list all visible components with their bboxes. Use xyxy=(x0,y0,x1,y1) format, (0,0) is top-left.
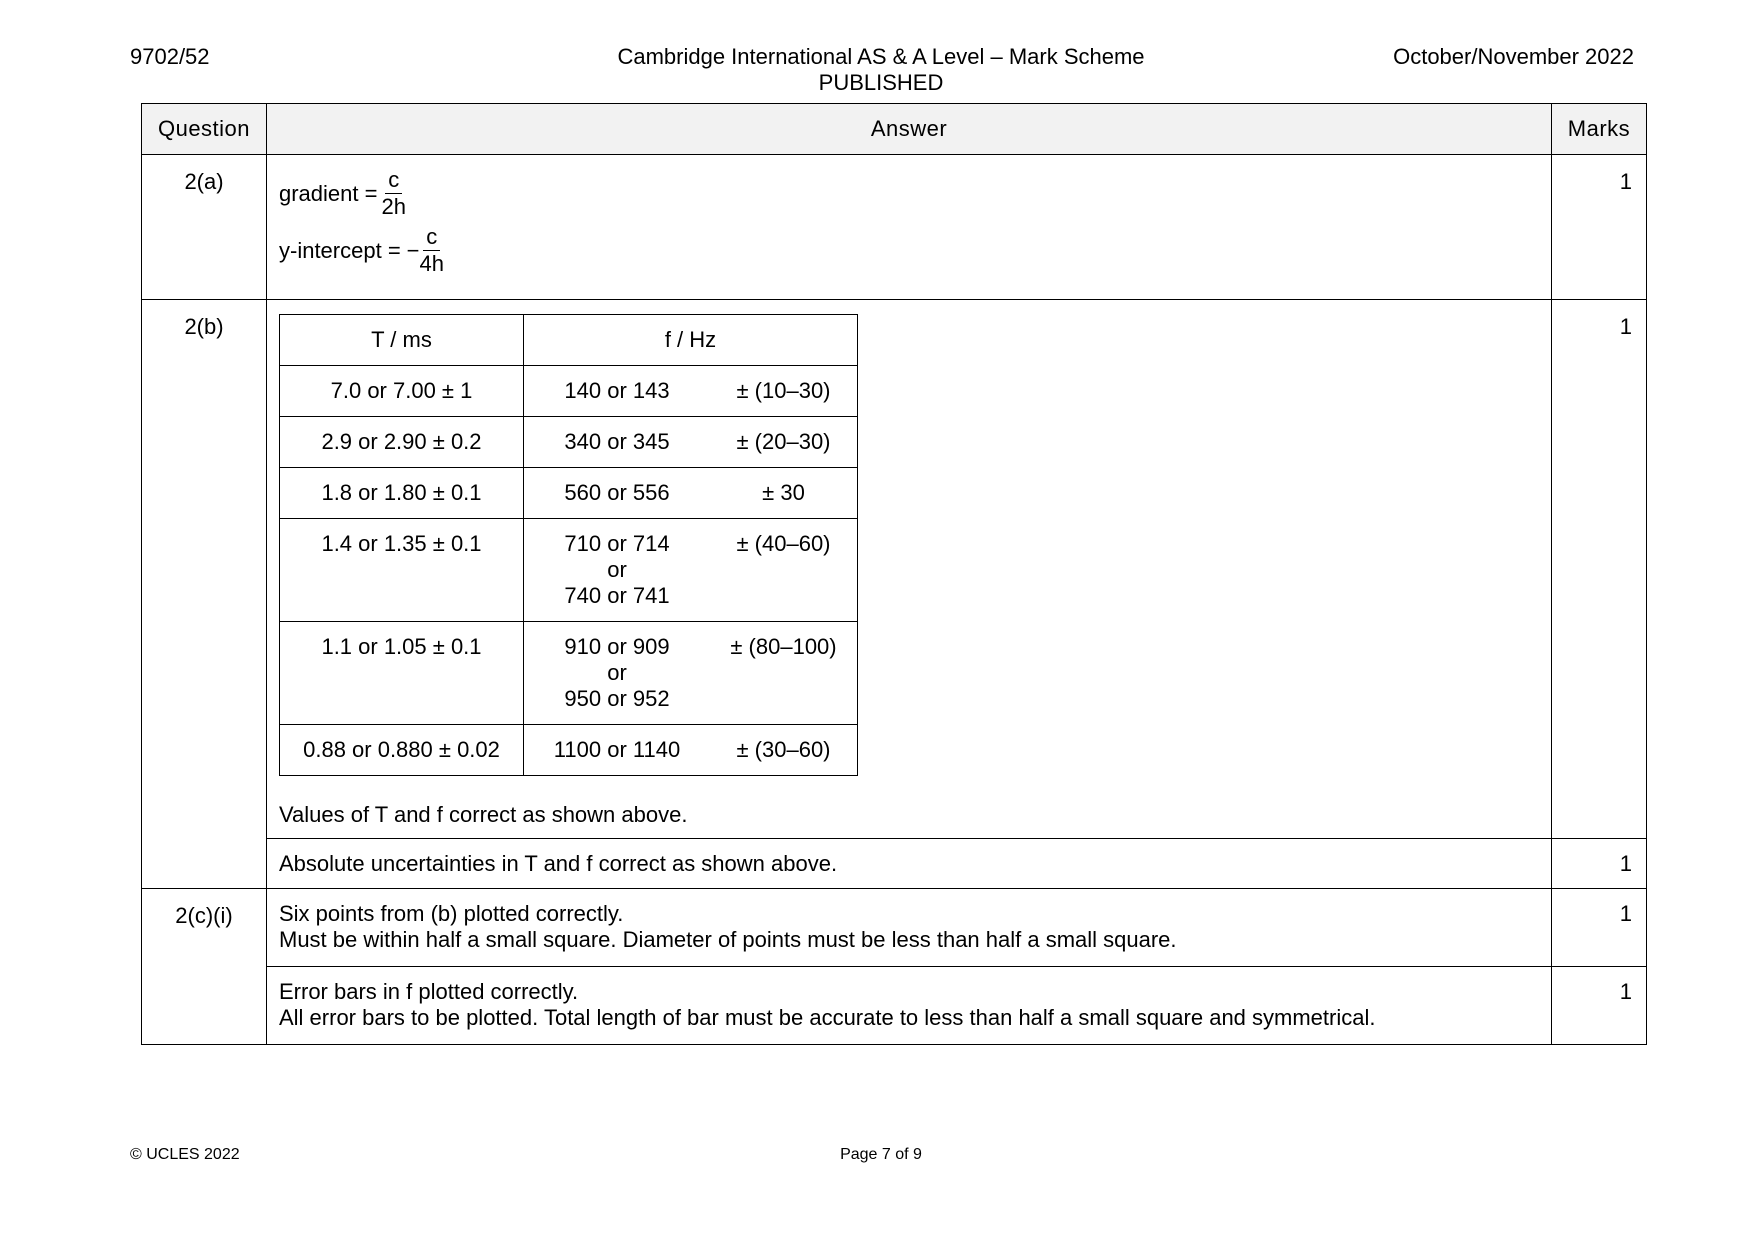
question-number: 2(a) xyxy=(142,155,267,300)
header-subtitle: PUBLISHED xyxy=(818,70,944,95)
f-uncertainty: ± (30–60) xyxy=(736,737,831,762)
f-option: 950 or 952 xyxy=(564,686,670,711)
exam-session: October/November 2022 xyxy=(1393,44,1634,69)
fraction-denominator: 4h xyxy=(419,251,445,276)
f-uncertainty: ± 30 xyxy=(762,480,805,505)
question-column-header: Question xyxy=(142,104,267,155)
marks-value: 1 xyxy=(1552,155,1647,300)
answer-cell: Absolute uncertainties in T and f correct as shown above. xyxy=(267,839,1552,889)
t-value: 7.0 or 7.00 ± 1 xyxy=(280,366,524,417)
values-table xyxy=(279,314,858,776)
values-row xyxy=(280,366,858,417)
f-uncertainty: ± (80–100) xyxy=(730,634,837,659)
marks-value: 1 xyxy=(1552,967,1647,1045)
gradient-label: gradient = xyxy=(279,180,378,206)
intercept-expression xyxy=(279,224,1539,277)
t-value: 1.1 or 1.05 ± 0.1 xyxy=(280,622,524,725)
f-value xyxy=(524,366,858,417)
answer-line: Error bars in f plotted correctly. xyxy=(279,979,579,1004)
fraction-numerator: c xyxy=(385,167,402,194)
table-row xyxy=(142,889,1647,967)
f-option: 740 or 741 xyxy=(564,583,670,608)
f-option: 340 or 345 xyxy=(564,429,670,454)
table-row xyxy=(142,967,1647,1045)
marks-value: 1 xyxy=(1552,300,1647,839)
answer-line: All error bars to be plotted. Total length of bar must be accurate to less than half a small square and symmetrical. xyxy=(279,1005,1376,1030)
values-header-row xyxy=(280,315,858,366)
marks-column-header: Marks xyxy=(1552,104,1647,155)
fraction-numerator: c xyxy=(423,224,440,251)
answer-cell xyxy=(267,300,1552,839)
values-row xyxy=(280,468,858,519)
f-option: 140 or 143 xyxy=(564,378,670,403)
f-uncertainty: ± (40–60) xyxy=(736,531,831,556)
page-number: Page 7 of 9 xyxy=(840,1146,922,1163)
answer-line: Six points from (b) plotted correctly. xyxy=(279,901,624,926)
t-column-header: T / ms xyxy=(280,315,524,366)
header-title: Cambridge International AS & A Level – Mark Scheme xyxy=(617,44,1145,69)
f-uncertainty: ± (10–30) xyxy=(736,378,831,403)
f-options xyxy=(524,378,710,404)
copyright-notice: © UCLES 2022 xyxy=(130,1146,240,1163)
answer-note: Values of T and f correct as shown above. xyxy=(279,802,688,827)
f-options xyxy=(524,634,710,712)
f-uncertainty: ± (20–30) xyxy=(736,429,831,454)
table-row xyxy=(142,155,1647,300)
t-value: 1.4 or 1.35 ± 0.1 xyxy=(280,519,524,622)
f-option-or: or xyxy=(607,660,627,685)
f-options xyxy=(524,531,710,609)
gradient-fraction xyxy=(381,167,405,220)
f-option: 1100 or 1140 xyxy=(553,737,681,762)
table-header-row xyxy=(142,104,1647,155)
minus-sign: − xyxy=(406,237,420,263)
f-value xyxy=(524,468,858,519)
gradient-expression xyxy=(279,167,1539,220)
f-value xyxy=(524,519,858,622)
paper-code: 9702/52 xyxy=(130,44,210,69)
f-option: 560 or 556 xyxy=(564,480,670,505)
answer-cell xyxy=(267,155,1552,300)
t-value: 2.9 or 2.90 ± 0.2 xyxy=(280,417,524,468)
answer-cell xyxy=(267,967,1552,1045)
intercept-label: y-intercept = xyxy=(279,237,401,263)
f-option-or: or xyxy=(607,557,627,582)
f-value xyxy=(524,622,858,725)
intercept-fraction xyxy=(420,224,444,277)
f-column-header: f / Hz xyxy=(524,315,858,366)
answer-column-header: Answer xyxy=(267,104,1552,155)
f-option: 910 or 909 xyxy=(564,634,670,659)
f-value xyxy=(524,725,858,776)
answer-line: Must be within half a small square. Diameter of points must be less than half a small square. xyxy=(279,927,1177,952)
f-options xyxy=(524,480,710,506)
marks-value: 1 xyxy=(1552,889,1647,967)
values-row xyxy=(280,622,858,725)
answer-cell xyxy=(267,889,1552,967)
values-row xyxy=(280,519,858,622)
mark-scheme-table xyxy=(141,103,1647,1045)
table-row xyxy=(142,839,1647,889)
f-options xyxy=(524,429,710,455)
f-options xyxy=(524,737,710,763)
fraction-denominator: 2h xyxy=(381,194,406,219)
values-row xyxy=(280,417,858,468)
question-number: 2(c)(i) xyxy=(142,889,267,1045)
table-row xyxy=(142,300,1647,839)
marks-value: 1 xyxy=(1552,839,1647,889)
f-option: 710 or 714 xyxy=(564,531,670,556)
question-number: 2(b) xyxy=(142,300,267,889)
f-value xyxy=(524,417,858,468)
values-row xyxy=(280,725,858,776)
t-value: 0.88 or 0.880 ± 0.02 xyxy=(280,725,524,776)
t-value: 1.8 or 1.80 ± 0.1 xyxy=(280,468,524,519)
